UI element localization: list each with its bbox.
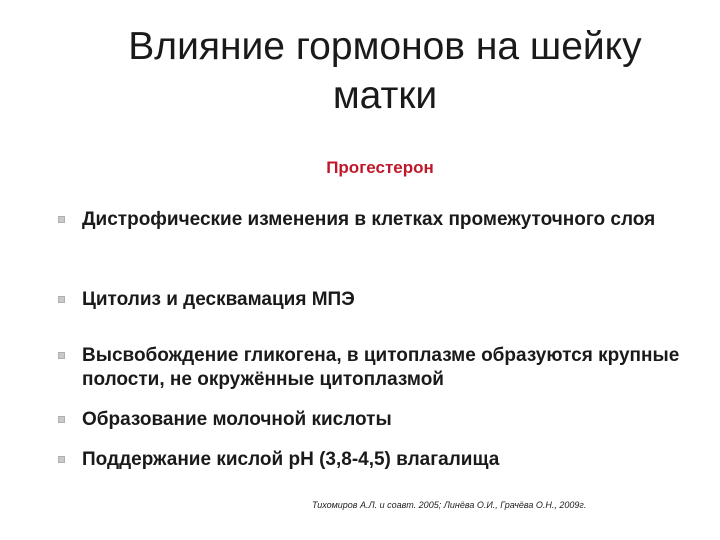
bullet-text: Высвобождение гликогена, в цитоплазме образуются крупные полости, не окружённые цитоплазмой	[82, 345, 680, 390]
bullet-square-icon	[58, 296, 65, 303]
bullet-item	[58, 208, 698, 232]
bullet-square-icon	[58, 456, 65, 463]
slide-subtitle: Прогестерон	[326, 158, 434, 177]
bullet-text: Цитолиз и десквамация МПЭ	[82, 289, 355, 310]
bullet-item	[58, 448, 698, 472]
bullet-square-icon	[58, 216, 65, 223]
citation-footnote: Тихомиров А.Л. и соавт. 2005; Линёва О.И., Грачёва О.Н., 2009г.	[312, 500, 587, 510]
bullet-text: Поддержание кислой pH (3,8-4,5) влагалища	[82, 449, 500, 470]
bullet-text: Дистрофические изменения в клетках промежуточного слоя	[82, 209, 656, 230]
bullet-text: Образование молочной кислоты	[82, 409, 392, 430]
bullet-item	[58, 288, 698, 312]
bullet-item	[58, 408, 698, 432]
slide-title-line-1: Влияние гормонов на шейку	[128, 25, 642, 68]
slide-title-line-2: матки	[332, 74, 438, 117]
bullet-square-icon	[58, 416, 65, 423]
bullet-item	[58, 344, 698, 392]
bullet-square-icon	[58, 352, 65, 359]
